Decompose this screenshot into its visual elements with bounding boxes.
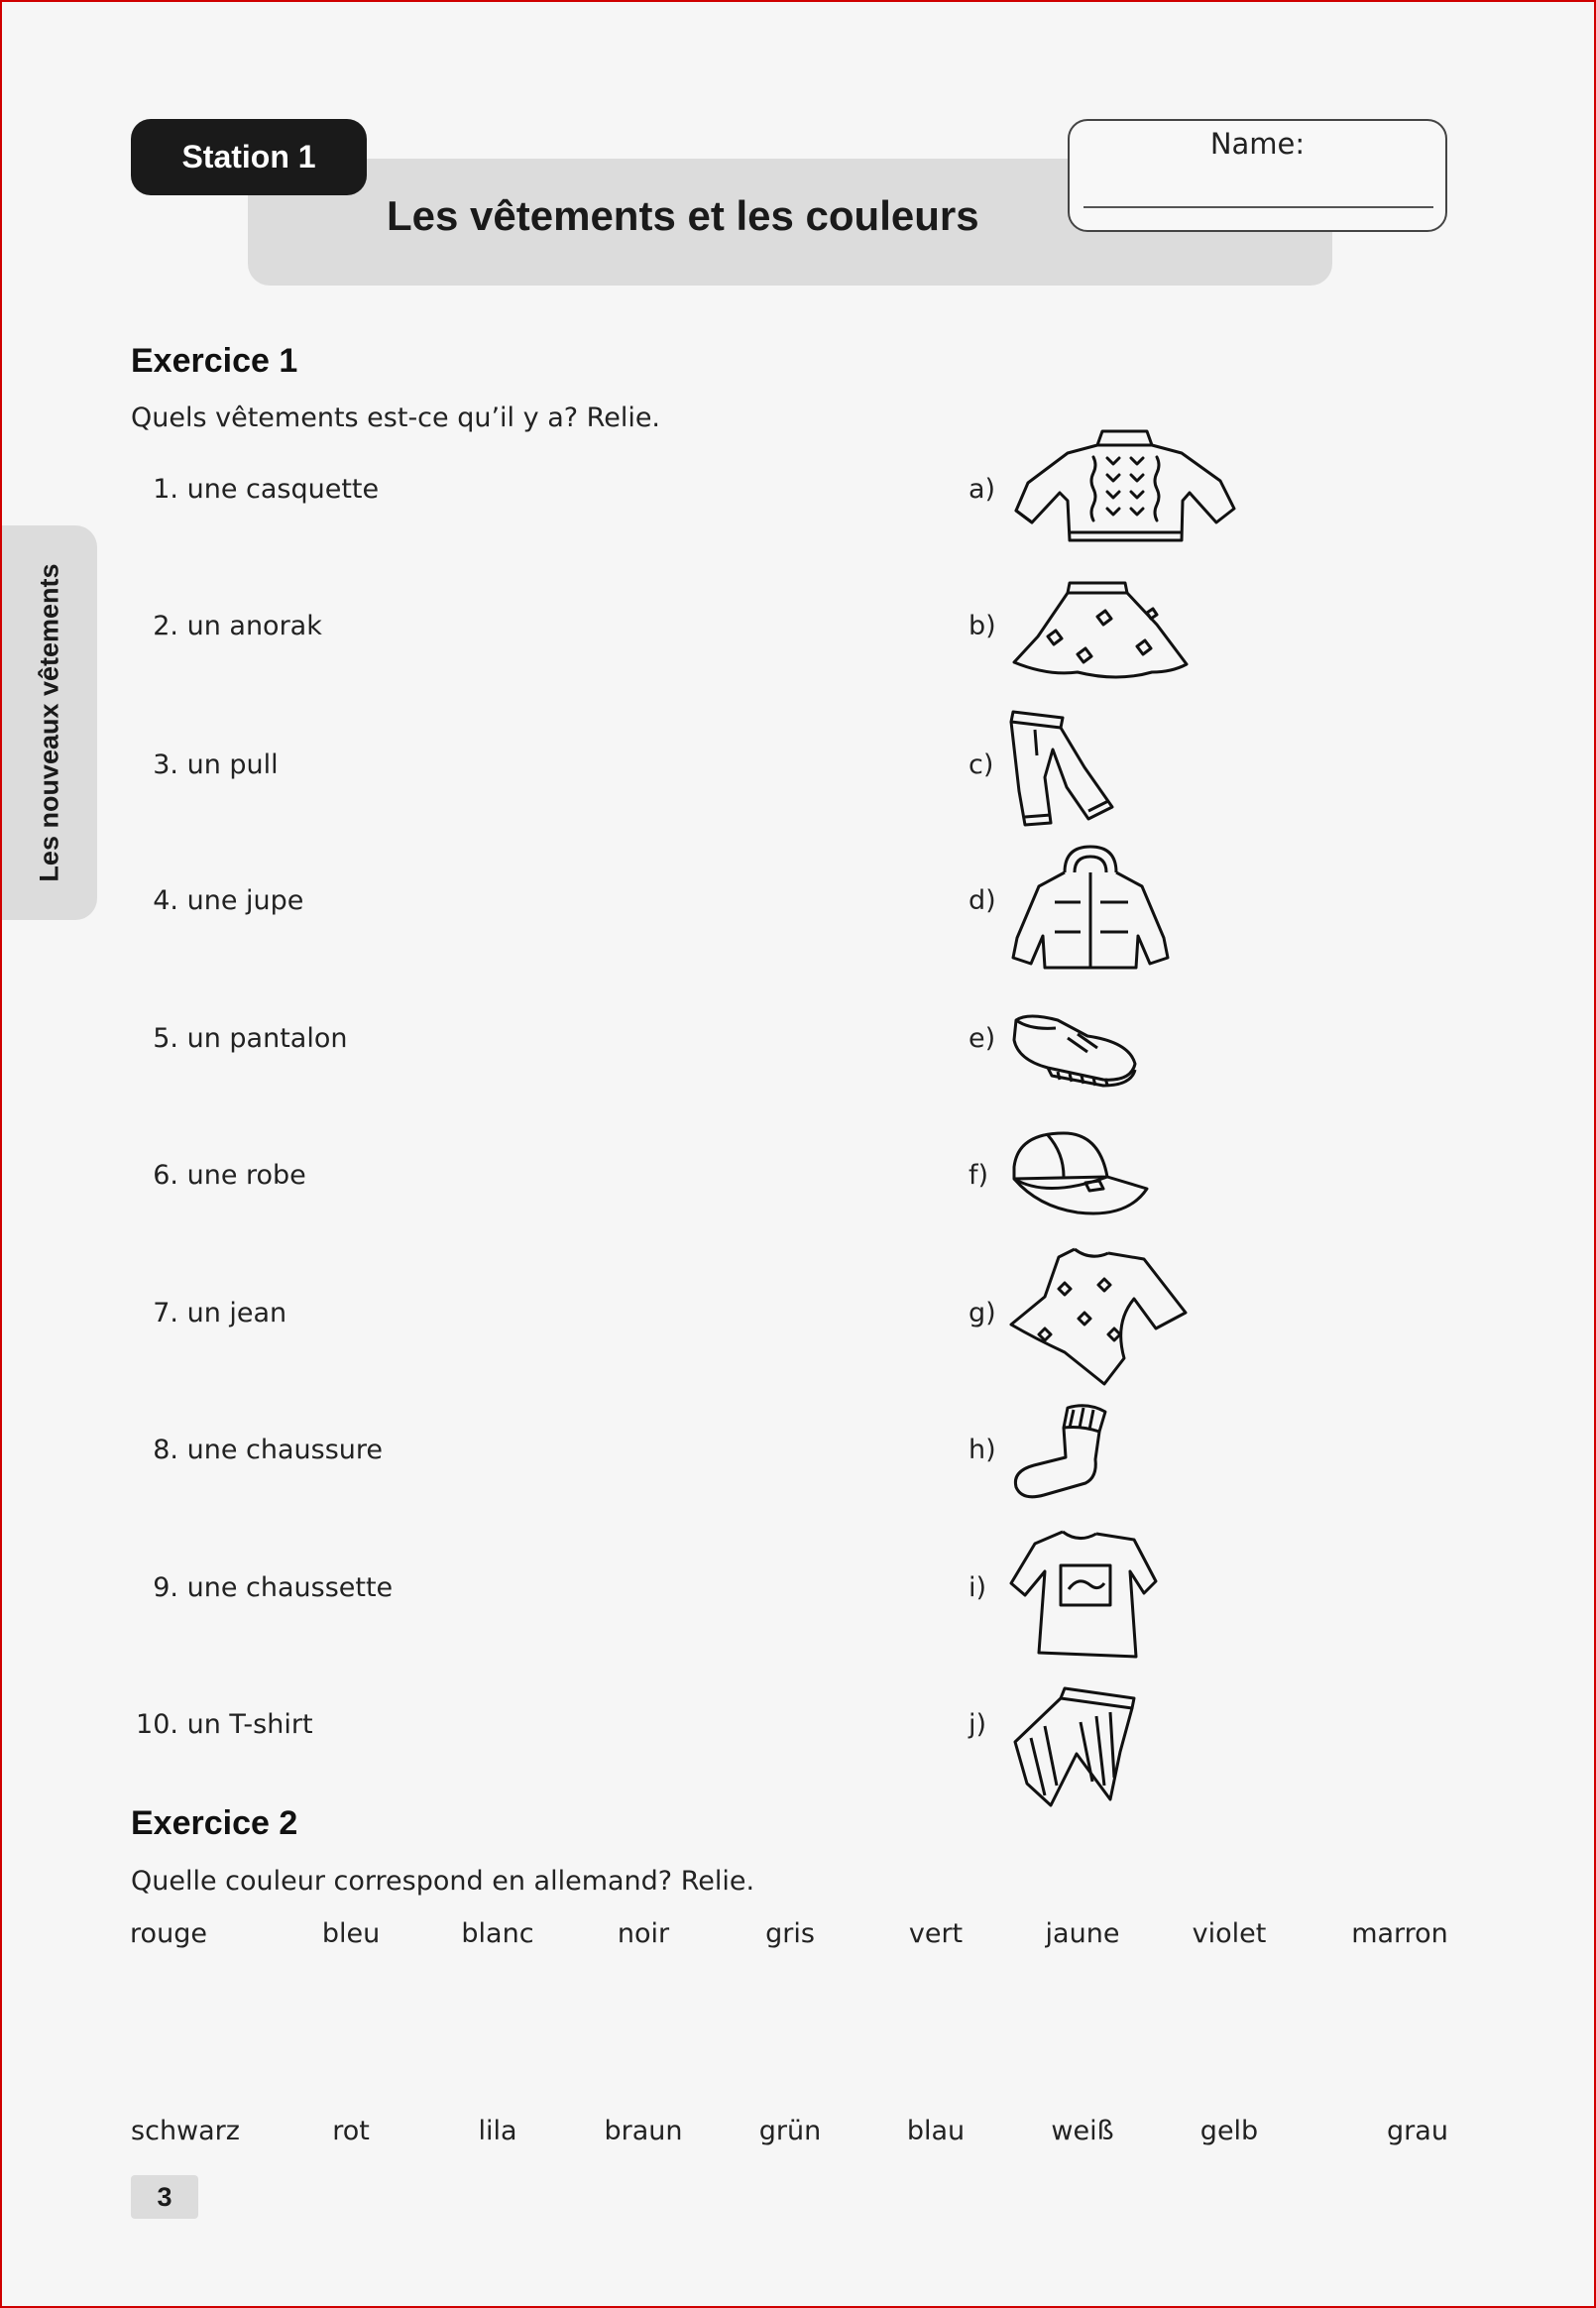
german-color-word[interactable]: gelb (1199, 2116, 1259, 2146)
picture-letter-g: g) (969, 1298, 996, 1328)
item-number: 5. (153, 1023, 178, 1054)
list-item[interactable] (131, 885, 303, 916)
picture-letter-b: b) (969, 611, 996, 641)
picture-letter-i: i) (969, 1572, 987, 1603)
item-number: 7. (153, 1298, 178, 1328)
exercise2-heading: Exercice 2 (131, 1804, 298, 1842)
exercise1-instruction: Quels vêtements est-ce qu’il y a? Relie. (131, 403, 661, 433)
list-item[interactable] (131, 1023, 347, 1054)
picture-letter-a: a) (969, 474, 996, 505)
item-text: une robe (186, 1160, 306, 1191)
side-tab-label: Les nouveaux vêtements (34, 563, 64, 882)
list-item[interactable] (131, 1298, 286, 1328)
german-color-word[interactable]: grün (758, 2116, 822, 2146)
sock-icon (1008, 1400, 1117, 1504)
page-number: 3 (131, 2175, 198, 2219)
french-color-word[interactable]: vert (908, 1918, 964, 1949)
french-color-word[interactable]: jaune (1045, 1918, 1120, 1949)
german-color-word[interactable]: grau (1387, 2116, 1448, 2146)
picture-letter-h: h) (969, 1435, 996, 1465)
item-text: un T-shirt (186, 1709, 313, 1740)
item-number: 2. (153, 611, 178, 641)
skirt-icon (1008, 577, 1192, 686)
picture-letter-j: j) (969, 1709, 987, 1740)
item-text: une chaussette (186, 1572, 394, 1603)
exercise1-heading: Exercice 1 (131, 342, 298, 380)
french-color-word[interactable]: blanc (461, 1918, 534, 1949)
item-text: une chaussure (186, 1435, 383, 1465)
item-number: 8. (153, 1435, 178, 1465)
trousers-icon (1011, 1682, 1140, 1809)
tshirt-icon (1005, 1524, 1159, 1663)
item-text: un jean (186, 1298, 287, 1328)
side-tab (2, 525, 97, 920)
station-label: Station 1 (131, 119, 367, 195)
list-item[interactable] (131, 474, 379, 505)
item-number: 3. (153, 750, 178, 780)
picture-letter-e: e) (969, 1023, 996, 1054)
german-color-word[interactable]: lila (478, 2116, 517, 2146)
french-color-word[interactable]: gris (765, 1918, 815, 1949)
german-color-word[interactable]: rot (332, 2116, 370, 2146)
list-item[interactable] (131, 611, 322, 641)
name-label: Name: (1209, 127, 1306, 161)
german-color-word[interactable]: schwarz (131, 2116, 240, 2146)
picture-letter-f: f) (969, 1160, 989, 1191)
anorak-icon (1005, 843, 1174, 977)
item-number: 1. (153, 474, 178, 505)
name-write-line[interactable] (1083, 206, 1433, 208)
page-title: Les vêtements et les couleurs (387, 192, 979, 239)
list-item[interactable] (131, 1160, 306, 1191)
picture-letter-d: d) (969, 885, 996, 916)
picture-letter-c: c) (969, 750, 994, 780)
cap-icon (1008, 1127, 1152, 1226)
shoe-icon (1008, 1008, 1142, 1088)
french-color-word[interactable]: violet (1192, 1918, 1267, 1949)
item-number: 10. (136, 1709, 178, 1740)
item-text: un pull (186, 750, 279, 780)
german-color-word[interactable]: weiß (1051, 2116, 1114, 2146)
german-color-word[interactable]: blau (906, 2116, 966, 2146)
list-item[interactable] (131, 1572, 393, 1603)
french-color-word[interactable]: bleu (321, 1918, 381, 1949)
jeans-icon (1005, 708, 1134, 835)
list-item[interactable] (131, 1435, 383, 1465)
exercise2-instruction: Quelle couleur correspond en allemand? Relie. (131, 1866, 755, 1897)
item-number: 9. (153, 1572, 178, 1603)
item-text: un pantalon (186, 1023, 348, 1054)
french-color-word[interactable]: rouge (130, 1918, 207, 1949)
dress-icon (1005, 1243, 1189, 1387)
french-color-word[interactable]: marron (1351, 1918, 1448, 1949)
german-color-word[interactable]: braun (604, 2116, 683, 2146)
item-text: un anorak (186, 611, 322, 641)
name-box[interactable] (1068, 119, 1447, 232)
french-color-word[interactable]: noir (617, 1918, 670, 1949)
item-number: 6. (153, 1160, 178, 1191)
item-text: une jupe (186, 885, 304, 916)
item-text: une casquette (186, 474, 380, 505)
list-item[interactable] (131, 750, 279, 780)
list-item[interactable] (131, 1709, 313, 1740)
item-number: 4. (153, 885, 178, 916)
sweater-icon (1008, 423, 1241, 552)
